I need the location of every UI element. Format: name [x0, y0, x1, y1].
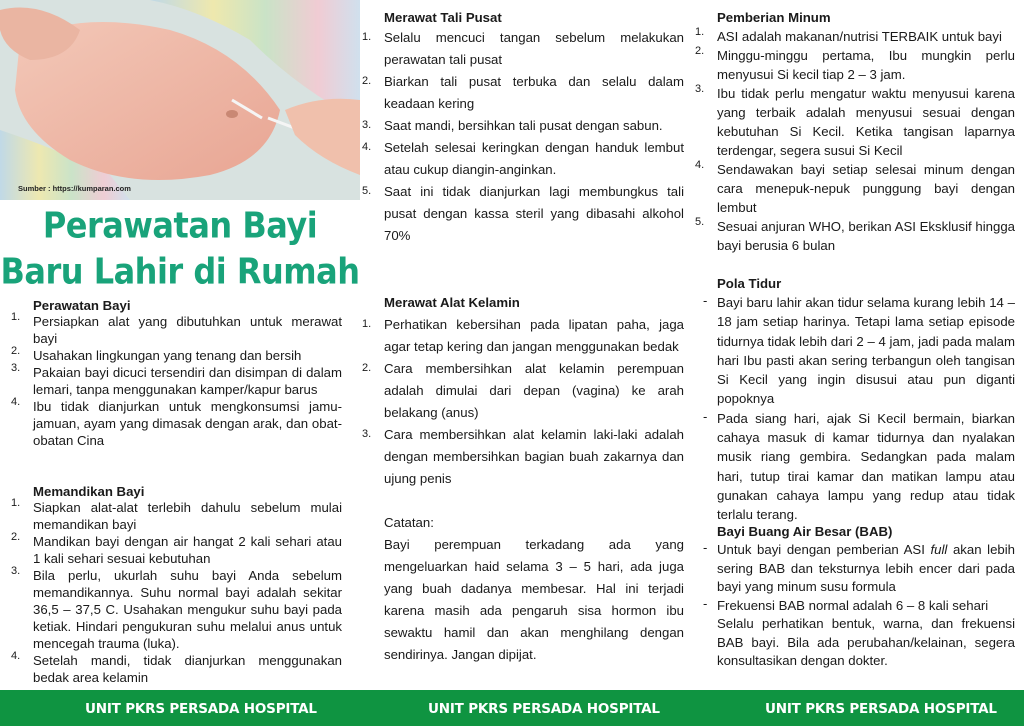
- list-text: ASI adalah makanan/nutrisi TERBAIK untuk bayi: [717, 29, 1002, 44]
- footer-bar: [0, 690, 1024, 726]
- list-item: [695, 216, 1015, 255]
- section-heading: Perawatan Bayi: [33, 298, 131, 313]
- list-item: [695, 45, 1015, 84]
- list-number: 5.: [695, 216, 705, 228]
- list-text: Pakaian bayi dicuci tersendiri dan disimpan di dalam lemari, tanpa menggunakan kamper/kapur barus: [33, 365, 342, 397]
- list-item: [362, 27, 684, 71]
- list-text: Persiapkan alat yang dibutuhkan untuk merawat bayi: [33, 314, 342, 346]
- section-bab: [703, 524, 1015, 671]
- column-3: [697, 0, 1024, 690]
- list-text: Mandikan bayi dengan air hangat 2 kali sehari atau 1 kali sehari sesuai kebutuhan: [33, 534, 342, 566]
- list-text: Bayi baru lahir akan tidur selama kurang lebih 14 – 18 jam setiap harinya. Tetapi lama setiap episode tidurnya tidak lebih dari 2 – 4 jam, jadi pada malam hari Ibu pasti akan sering terbangun oleh tangisan Si Kecil yang ingin disusui atau pun diganti popoknya: [717, 295, 1015, 407]
- list-text: Ibu tidak perlu mengatur waktu menyusui karena yang terbaik adalah menyusui sesuai dengan kebutuhan Si Kecil. Ketika tangisan laparnya terdengar, segera susui Si Kecil: [717, 86, 1015, 158]
- bab-note: Selalu perhatikan bentuk, warna, dan frekuensi BAB bayi. Bila ada perubahan/kelainan, segera konsultasikan dengan dokter.: [717, 616, 1015, 668]
- list-text-post: akan lebih sering BAB dan teksturnya lebih encer dari pada bayi yang minum susu formula: [717, 542, 1015, 594]
- bab-list: [703, 540, 1015, 615]
- list-bullet: -: [703, 293, 708, 308]
- section-heading: Bayi Buang Air Besar (BAB): [717, 524, 893, 539]
- list-item: [703, 408, 1015, 525]
- list-number: 1.: [362, 318, 372, 330]
- list-text: Ibu tidak dianjurkan untuk mengkonsumsi jamu-jamuan, ayam yang dimasak dengan arak, dan obat-obatan Cina: [33, 399, 342, 448]
- page-title-line1: Perawatan Bayi: [42, 203, 318, 247]
- section-heading: Pola Tidur: [717, 276, 782, 291]
- section-perawatan-bayi: [11, 298, 342, 449]
- list-number: 1.: [11, 311, 21, 323]
- list-text: Saat mandi, bersihkan tali pusat dengan sabun.: [384, 118, 663, 133]
- list-item: [11, 650, 342, 686]
- list-item: [695, 26, 1015, 46]
- list-item: [11, 531, 342, 567]
- list-item: [362, 314, 684, 358]
- list-bullet: -: [703, 408, 708, 424]
- list-number: 4.: [11, 396, 21, 408]
- section-merawat-alat-kelamin: [362, 295, 684, 666]
- list-text: Perhatikan kebersihan pada lipatan paha, jaga agar tetap kering dan jangan menggunakan bedak: [384, 317, 684, 354]
- list-text: Setelah mandi, tidak dianjurkan menggunakan bedak area kelamin: [33, 653, 342, 685]
- baby-photo: [0, 0, 360, 200]
- section-heading: Merawat Tali Pusat: [384, 10, 502, 25]
- list-text: Usahakan lingkungan yang tenang dan bersih: [33, 348, 302, 363]
- perawatan-bayi-list: [11, 311, 342, 449]
- photo-source: Sumber : https://kumparan.com: [18, 184, 131, 193]
- list-text: Sesuai anjuran WHO, berikan ASI Eksklusif hingga bayi berusia 6 bulan: [717, 219, 1015, 253]
- list-text: Selalu mencuci tangan sebelum melakukan perawatan tali pusat: [384, 30, 684, 67]
- list-bullet: -: [703, 540, 708, 555]
- list-number: 1.: [362, 31, 372, 43]
- list-item: [703, 595, 1015, 616]
- list-number: 2.: [11, 531, 21, 543]
- baby-photo-illustration: [0, 0, 360, 200]
- list-item: [703, 540, 1015, 597]
- section-memandikan-bayi: [11, 484, 342, 686]
- section-merawat-tali-pusat: [362, 10, 684, 247]
- list-text: Cara membersihkan alat kelamin laki-laki adalah dengan membersihkan bagian buah zakarnya dan ujung penis: [384, 427, 684, 486]
- section-pemberian-minum: [695, 10, 1015, 255]
- section-heading: Merawat Alat Kelamin: [384, 295, 520, 310]
- list-item: [11, 565, 342, 652]
- list-number: 4.: [11, 650, 21, 662]
- pola-tidur-list: [703, 293, 1015, 525]
- list-number: 2.: [362, 362, 372, 374]
- list-number: 3.: [695, 83, 705, 95]
- list-number: 3.: [362, 428, 372, 440]
- list-item: [362, 137, 684, 181]
- list-number: 2.: [362, 75, 372, 87]
- list-item: [11, 497, 342, 533]
- alat-kelamin-list: [362, 314, 684, 490]
- list-item: [11, 362, 342, 398]
- section-heading: Memandikan Bayi: [33, 484, 145, 499]
- list-item: [362, 115, 684, 137]
- list-item: [695, 83, 1015, 160]
- pemberian-minum-list: [695, 26, 1015, 255]
- tali-pusat-list: [362, 27, 684, 247]
- list-text: Cara membersihkan alat kelamin perempuan adalah dimulai dari depan (vagina) ke arah belakang (anus): [384, 361, 684, 420]
- list-item: [11, 396, 342, 449]
- list-text: Sendawakan bayi setiap selesai minum dengan cara menepuk-nepuk punggung bayi dengan lembut: [717, 162, 1015, 215]
- list-text: Bila perlu, ukurlah suhu bayi Anda sebelum memandikannya. Suhu normal bayi adalah sekitar 36,5 – 37,5 C. Usahakan mengukur suhu bayi pada ketiak. Hindari pengukuran suhu melalui anus untuk mencegah trauma (luka).: [33, 568, 342, 651]
- list-text: Minggu-minggu pertama, Ibu mungkin perlu menyusui Si kecil tiap 2 – 3 jam.: [717, 48, 1015, 82]
- column-2: [360, 0, 690, 690]
- list-bullet: -: [703, 595, 708, 611]
- list-item: [362, 358, 684, 424]
- catatan-text: Bayi perempuan terkadang ada yang mengeluarkan haid selama 3 – 5 hari, ada juga yang buah dadanya membesar. Hal ini terjadi karena masih ada pengaruh sisa hormon ibu sewaktu hamil dan akan menghilang dengan sendirinya. Jangan dipijat.: [384, 537, 684, 662]
- list-number: 1.: [695, 26, 705, 38]
- list-text: Frekuensi BAB normal adalah 6 – 8 kali sehari: [717, 597, 989, 613]
- column-1: [0, 0, 360, 690]
- list-number: 2.: [11, 345, 21, 357]
- memandikan-bayi-list: [11, 497, 342, 686]
- list-number: 5.: [362, 185, 372, 197]
- list-text: Biarkan tali pusat terbuka dan selalu dalam keadaan kering: [384, 74, 684, 111]
- list-number: 1.: [11, 497, 21, 509]
- catatan-label: Catatan:: [384, 515, 434, 530]
- section-heading: Pemberian Minum: [717, 10, 831, 25]
- list-number: 3.: [11, 362, 21, 374]
- list-text: Setelah selesai keringkan dengan handuk lembut atau cukup diangin-anginkan.: [384, 140, 684, 177]
- footer-label: UNIT PKRS PERSADA HOSPITAL: [85, 701, 317, 717]
- list-item: [362, 424, 684, 490]
- footer-label: UNIT PKRS PERSADA HOSPITAL: [428, 701, 660, 717]
- list-item: [695, 159, 1015, 217]
- list-number: 4.: [695, 159, 705, 171]
- list-item: [362, 71, 684, 115]
- page-title-line2: Baru Lahir di Rumah: [0, 249, 360, 293]
- list-item: [703, 293, 1015, 409]
- list-text: Pada siang hari, ajak Si Kecil bermain, biarkan cahaya masuk di kamar tidurnya dan nyalakan musik riang gembira. Sedangkan pada malam hari, tutup tirai kamar dan matikan lampu atau gunakan cahaya lampu yang redup atau tidak terlalu terang.: [717, 410, 1015, 523]
- list-text: Saat ini tidak dianjurkan lagi membungkus tali pusat dengan kassa steril yang dibasahi alkohol 70%: [384, 184, 684, 243]
- list-number: 4.: [362, 141, 372, 153]
- footer-label: UNIT PKRS PERSADA HOSPITAL: [765, 701, 997, 717]
- section-pola-tidur: [703, 276, 1015, 525]
- list-item: [11, 311, 342, 347]
- list-number: 2.: [695, 45, 705, 57]
- list-item: [362, 181, 684, 247]
- list-text: Siapkan alat-alat terlebih dahulu sebelum mulai memandikan bayi: [33, 500, 342, 532]
- list-text-pre: Untuk bayi dengan pemberian ASI: [717, 542, 931, 557]
- list-number: 3.: [362, 119, 372, 131]
- list-item: [11, 345, 342, 364]
- list-number: 3.: [11, 565, 21, 577]
- list-text-emphasis: full: [930, 542, 948, 557]
